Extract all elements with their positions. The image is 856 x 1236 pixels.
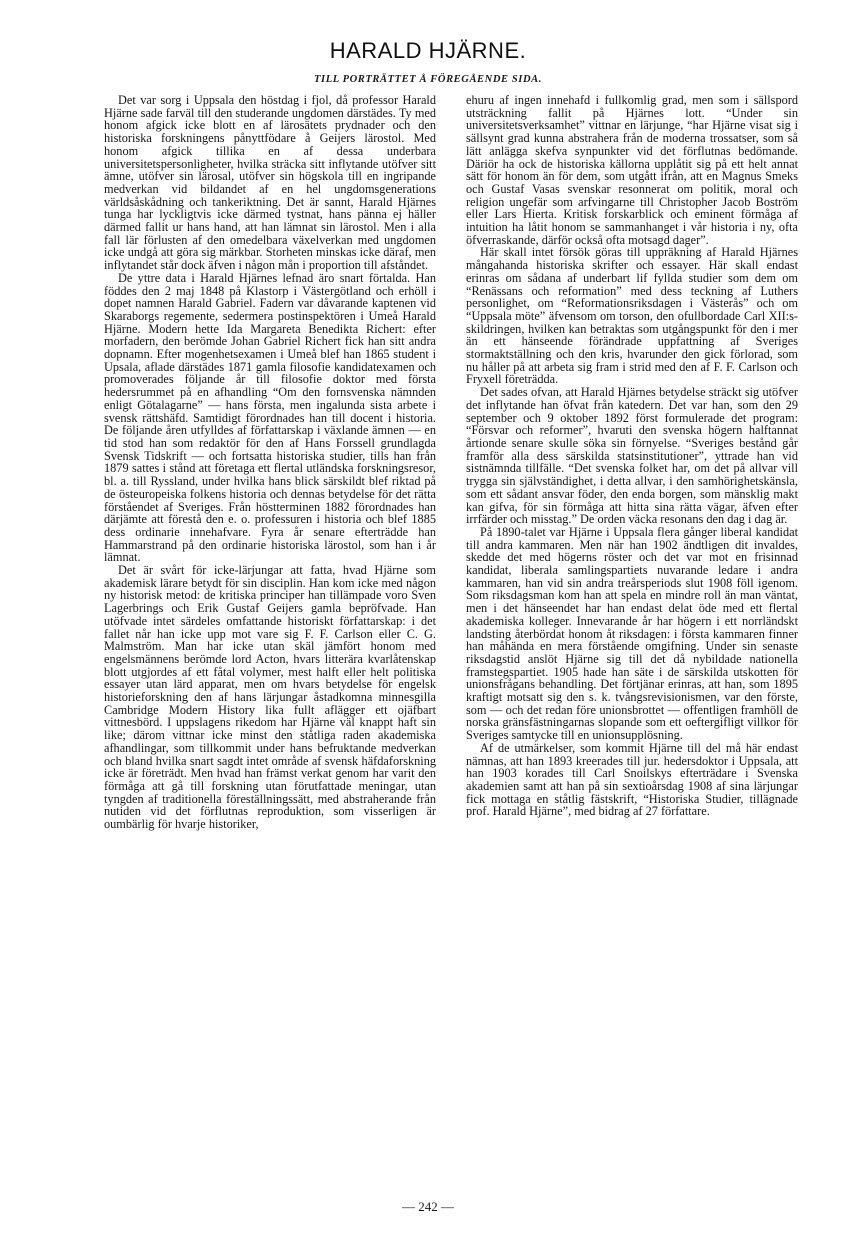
paragraph: Af de utmärkelser, som kommit Hjärne till del må här endast nämnas, att han 1893 kreerades till jur. hedersdoktor i Uppsala, att han 1903 korades till Carl Snoilskys efterträdare i Svenska akademien samt att han på sin sextioårsdag 1908 af sina lärjungar fick mottaga en ståtlig fästskrift, “Historiska Studier, tillägnade prof. Harald Hjärne”, med bidrag af 27 författare. xyxy=(466,740,798,819)
paragraph: De yttre data i Harald Hjärnes lefnad äro snart förtalda. Han föddes den 2 maj 1848 på Klastorp i Västergötland och erhöll i dopet namnen Harald Gabriel. Fadern var dåvarande kaptenen vid Skaraborgs regemente, sedermera postinspektören i Umeå Harald Hjärne. Modern hette Ida Margareta Benedikta Richert: efter morfadern, den berömde Johan Gabriel Richert fick han sitt andra dopnamn. Efter mogenhetsexamen i Umeå blef han 1865 student i Upsala, aflade därstädes 1871 gamla filosofie kandidatexamen och promoverades följande år till filosofie doktor med första hedersrummet på en afhandling “Om den fornsvenska nämnden enligt Götalagarne” — hans första, men ingalunda sista arbete i svensk rättshäfd. Samtidigt förordnades han till docent i historia. De följande åren utfylldes af författarskap i växlande ämnen — en tid stod han som redaktör för den af Hans Forssell grundlagda Svensk Tidskrift — och fortsatta historiska studier, tills han från 1879 sattes i stånd att företaga ett flertal utländska forskningsresor, bl. a. till Ryssland, under hvilka hans blick särskildt blef riktad på de östeuropeiska folkens historia och dennas betydelse för det rätta förståendet af Sveriges. Från höstterminen 1882 förordnades han därjämte att förestå den e. o. professuren i historia och blef 1885 dess ordinarie innehafvare. Fyra år senare efterträdde han Hammarstrand på den ordinarie historiska lärostol, som han i år lämnat. xyxy=(104,270,436,565)
article-title: HARALD HJÄRNE. xyxy=(329,38,527,63)
paragraph: Det är svårt för icke-lärjungar att fatta, hvad Hjärne som akademisk lärare betydt för sin disciplin. Han kom icke med någon ny historisk metod: de kritiska principer han tillämpade voro Sven Lagerbrings och Erik Gustaf Geijers gamla bepröfvade. Han utöfvade intet särdeles omfattande historiskt författarskap: i det fallet når han icke upp mot vare sig F. F. Carlson eller C. G. Malmström. Man har icke utan skäl jämfört honom med engelsmännens berömde lord Acton, hvars litterära kvarlåtenskap blott utgjordes af ett fåtal volymer, mest halft eller helt politiska essayer utan lärd apparat, men om hvars betydelse för engelsk historieforskning den af hans lärjungar åstadkomna minnesgilla Cambridge Modern History lika fullt aflägger ett ojäfbart vittnesbörd. I uppslagens rikedom har Hjärne väl knappt haft sin like; därom vittnar icke minst den ståtliga raden akademiska afhandlingar, som tillkommit under hans befruktande medverkan och bland hvilka snart sagdt intet område af svensk häfdaforskning icke är företrädt. Men hvad han främst verkat genom har varit den förmåga att gå till forskning utan förutfattade meningar, utan tyngden af traditionella föreställningssätt, med abstraherande från nutiden vid det förflutnas reproduktion, som visserligen är oumbärlig för hvarje historiker, xyxy=(104,563,436,832)
article-right-column xyxy=(466,94,798,818)
paragraph: Det sades ofvan, att Harald Hjärnes betydelse sträckt sig utöfver det inflytande han öfvat från katedern. Det var han, som den 29 september och 9 oktober 1892 först formulerade det program: “Försvar och reformer”, hvaruti den svenska högern halftannat årtionde senare skulle söka sin förnyelse. “Sveriges bestånd går framför alla dess särskilda statsinstitutioner”, yttrade han vid sistnämnda tillfälle. “Det svenska folket har, om det på allvar vill trygga sin självständighet, i detta allvar, i den samhörighetskänsla, som ett sådant ansvar föder, den enda borgen, som mänsklig makt kan gifva, för sin förmåga att hitta sina rätta vägar, äfven efter irrfärder och misstag.” De orden väcka resonans den dag i dag är. xyxy=(466,385,798,527)
paragraph: Det var sorg i Uppsala den höstdag i fjol, då professor Harald Hjärne sade farväl till den studerande ungdomen därstädes. Ty med honom afgick icke blott en af lärosätets prydnader och den historiska forskningens pånyttfödare å Geijers lärostol. Med honom afgick tillika en af dessa underbara universitetspersonligheter, hvilka sträcka sitt inflytande utöfver sitt ämne, utöfver sin lärosal, utöfver sin högskola till en ingripande medverkan vid bildandet af en hel ungdomsgenerations världsåskådning och tankeriktning. Det är sannt, Harald Hjärnes tunga har lyckligtvis icke därmed tystnat, hans pänna ej häller därmed fallit ur hans hand, att han lämnat sin lärostol. Men i alla fall lär förlusten af den omedelbara växelverkan med ungdomen icke undgå att göra sig märkbar. Storheten minskas icke däraf, men inflytandet står dock äfven i någon mån i proportion till afståndet. xyxy=(104,93,436,273)
paragraph: Här skall intet försök göras till uppräkning af Harald Hjärnes mångahanda historiska skrifter och essayer. Här skall endast erinras om sådana af underbart lif fyllda studier som dem om “Renässans och reformation” med dess teckning af Luthers personlighet, om “Reformationsriksdagen i Västerås” och om “Uppsala möte” äfvensom om torson, den ofullbordade Carl XII:s-skildringen, hvilken kan betraktas som utgångspunkt för den i mer än ett hänseende förändrade uppfattning af Sveriges stormaktställning och den kris, hvarunder den gick förlorad, som nu håller på att arbeta sig fram i strid med den af F. F. Carlson och Fryxell företrädda. xyxy=(466,245,798,387)
article-left-column xyxy=(104,94,436,831)
paragraph: På 1890-talet var Hjärne i Uppsala flera gånger liberal kandidat till andra kammaren. Men när han 1902 ändtligen dit invaldes, skedde det med högerns röster och det var mot en frisinnad kandidat, liberala samlingspartiets nuvarande ledare i andra kammaren, han vid sin andra treårsperiods slut 1908 föll igenom. Som riksdagsman kom han att spela en mindre roll än man väntat, men i det hänseendet har han endast delat öde med ett flertal akademiska kolleger. Innevarande år har högern i ett norrländskt landsting återbördat honom åt riksdagen: i första kammaren finner han måhända en mera förstående omgifning. Under sin senaste riksdagstid anslöt Hjärne sig till det då nybildade nationella framstegspartiet. 1905 hade han säte i de särskilda utskotten för unionsfrågans behandling. Det förtjänar erinras, att han, som 1895 kraftigt motsatt sig den s. k. tvångsrevisionismen, var den förste, som — och det redan före unionsbrottet — offentligen framhöll de norska gränsfästningarnas slopande som ett oeftergifligt villkor för Sveriges samtycke till en unionsupplösning. xyxy=(466,524,798,743)
article-subtitle: TILL PORTRÄTTET Å FÖREGÅENDE SIDA. xyxy=(314,74,542,85)
page-number: — 242 — xyxy=(402,1199,454,1214)
paragraph: ehuru af ingen innehafd i fullkomlig grad, men som i sällspord utsträckning fallit på Hjärnes lott. “Under sin universitetsverksamhet” vittnar en lärjunge, “har Hjärne visat sig i sällsynt grad kunna abstrahera från de moderna trossatser, som så lätt anlägga skefva synpunkter vid det förflutnas bedömande. Däriör ha ock de historiska källorna upplåtit sig på ett helt annat sätt för honom än för dem, som utgått ifrån, att en Magnus Smeks och Gustaf Vasas svenskar resonnerat om politik, moral och religion ungefär som arfvingarne till Christopher Jacob Boström eller Lars Hierta. Kritisk forskarblick och eminent förmåga af intuition ha låtit honom se sammanhanget i vår historia i ny, ofta öfverraskande, därför också ofta motsagd dager”. xyxy=(466,93,798,247)
